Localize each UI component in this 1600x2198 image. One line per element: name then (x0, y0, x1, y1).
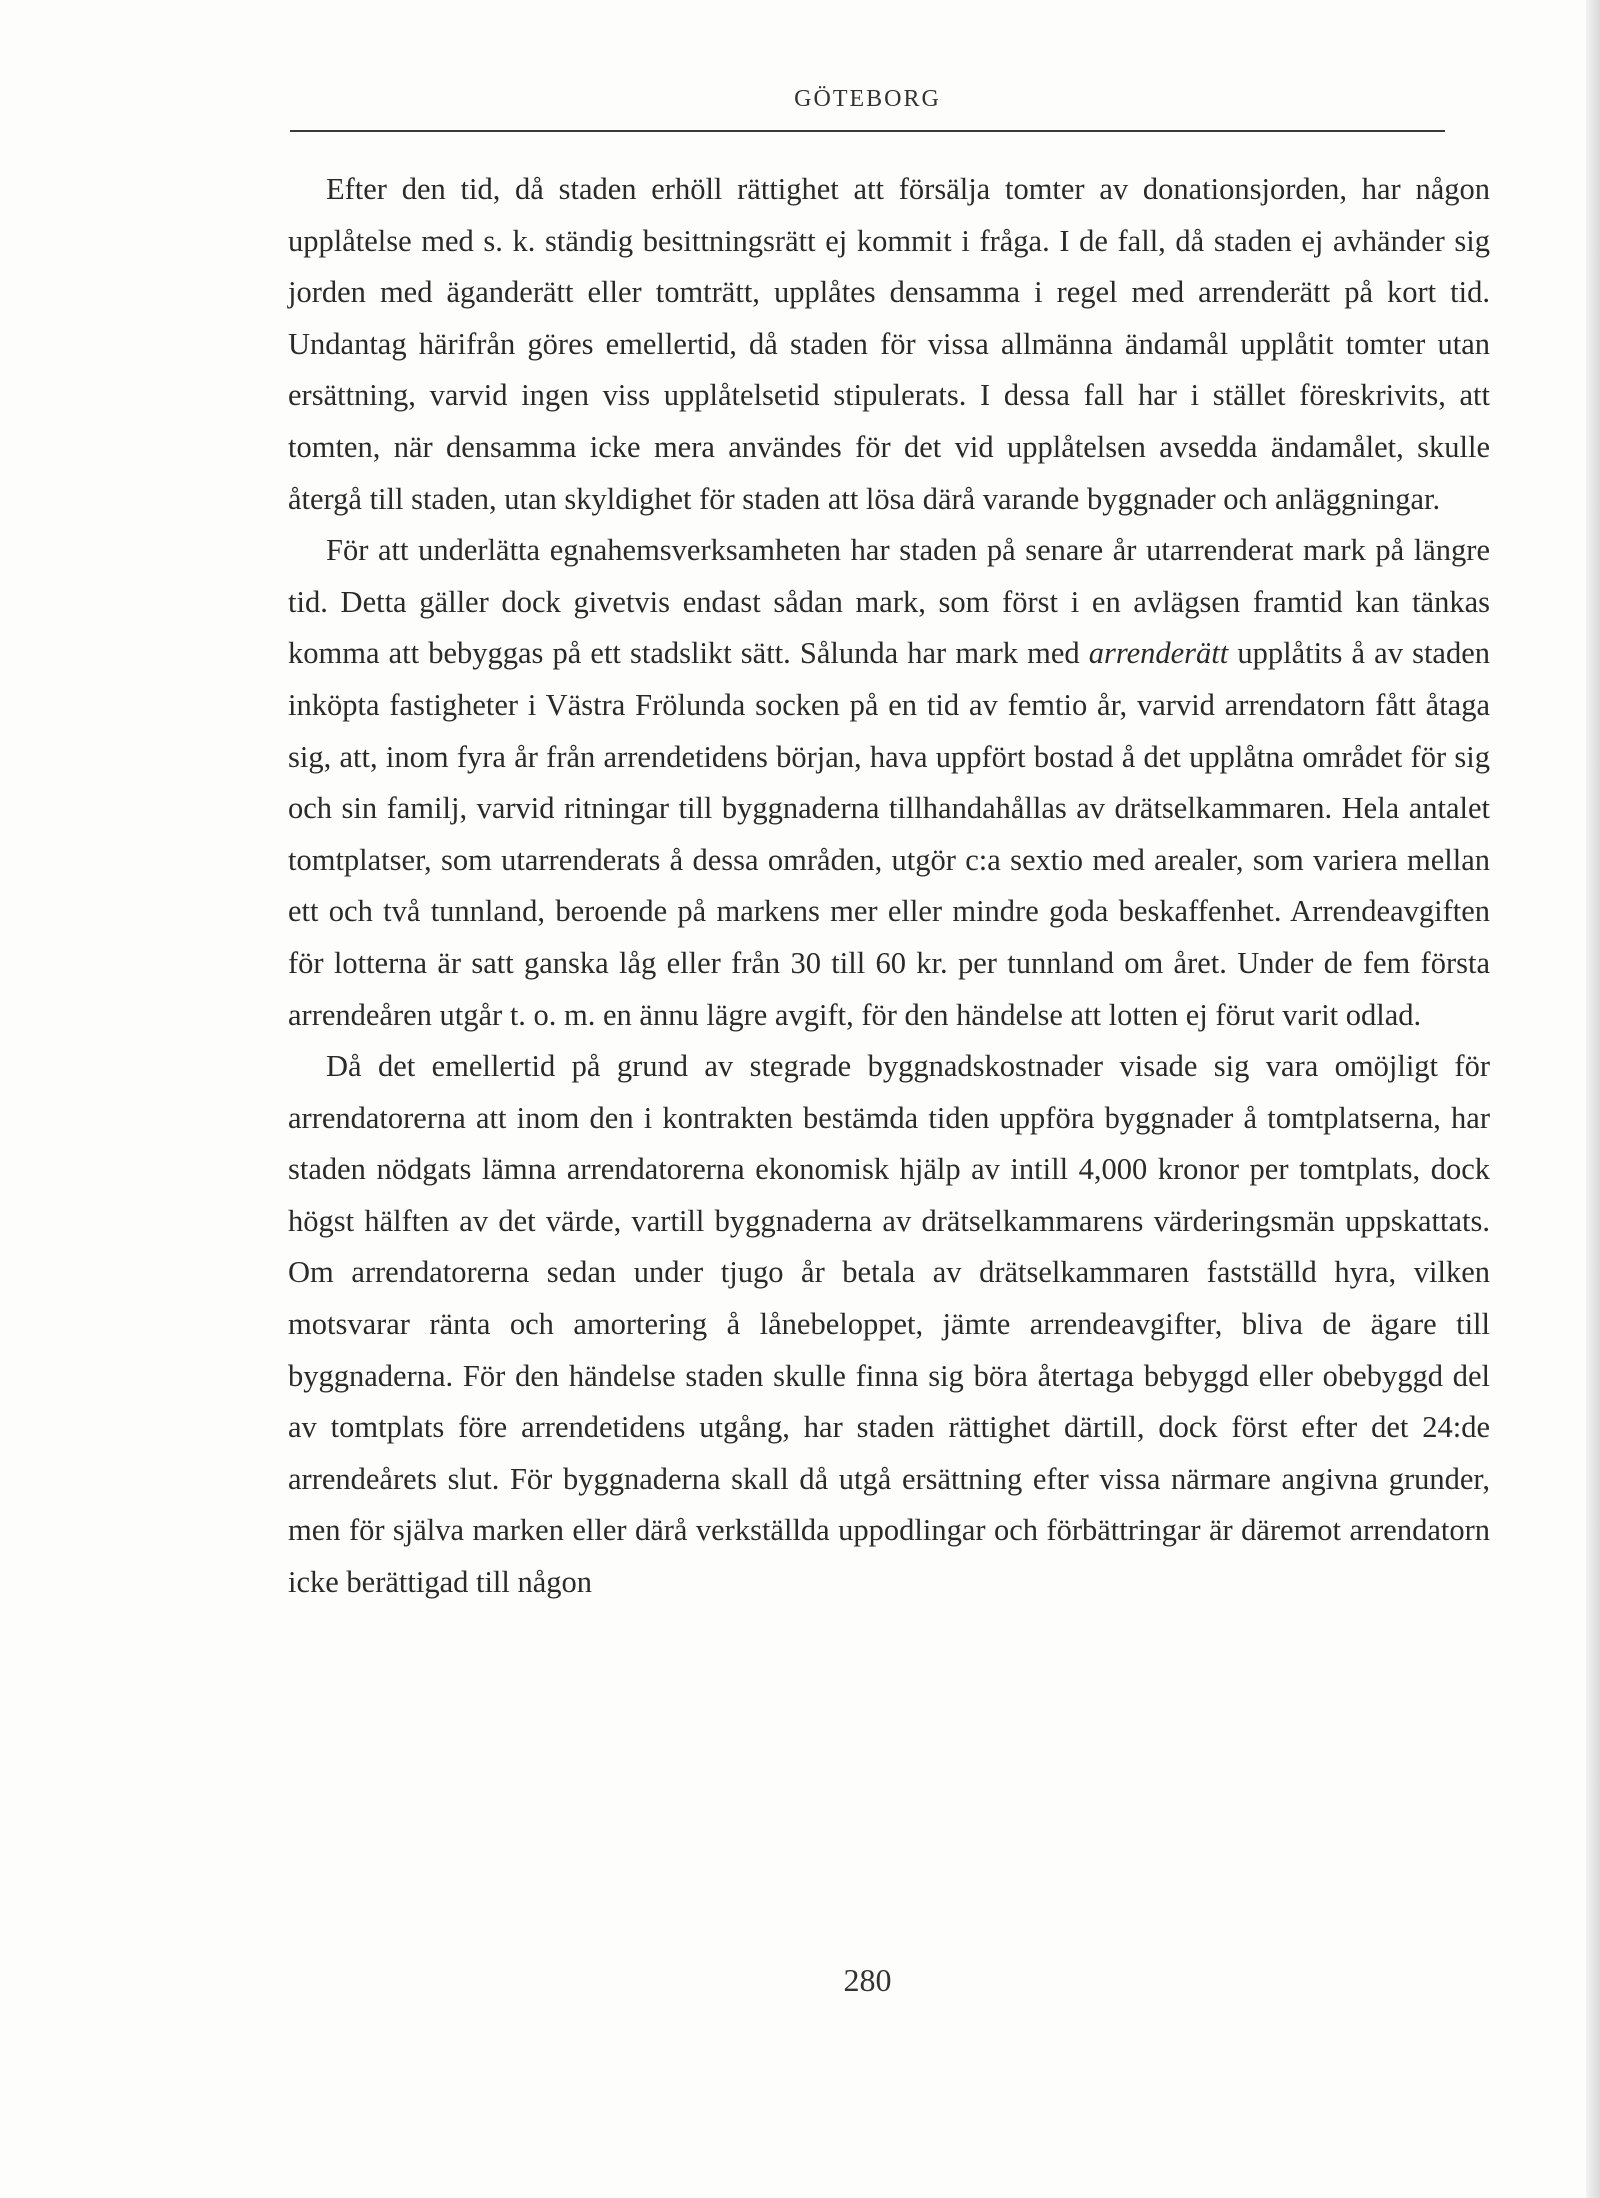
page-edge-shadow (1586, 0, 1600, 2198)
header-rule (290, 130, 1445, 132)
paragraph-1: Efter den tid, då staden erhöll rättighet att försälja tomter av donationsjorden, har någon upplåtelse med s. k. ständig besittningsrätt ej kommit i fråga. I de fall, då staden ej avhänder sig jorden med äganderätt eller tomträtt, upplåtes densamma i regel med arrenderätt på kort tid. Undantag härifrån göres emellertid, då staden för vissa allmänna ändamål upplåtit tomter utan ersättning, varvid ingen viss upplåtelsetid stipulerats. I dessa fall har i stället föreskrivits, att tomten, när densamma icke mera användes för det vid upplåtelsen avsedda ändamålet, skulle återgå till staden, utan skyldighet för staden att lösa därå varande byggnader och anläggningar. (288, 172, 1490, 516)
body-text (288, 164, 1490, 1609)
paragraph-3: Då det emellertid på grund av stegrade byggnadskostnader visade sig vara omöjligt för arrendatorerna att inom den i kontrakten bestämda tiden uppföra byggnader å tomtplatserna, har staden nödgats lämna arrendatorerna ekonomisk hjälp av intill 4,000 kronor per tomtplats, dock högst hälften av det värde, vartill byggnaderna av drätselkammarens värderingsmän uppskattats. Om arrendatorerna sedan under tjugo år betala av drätselkammaren fastställd hyra, vilken motsvarar ränta och amortering å lånebeloppet, jämte arrendeavgifter, bliva de ägare till byggnaderna. För den händelse staden skulle finna sig böra återtaga bebyggd eller obebyggd del av tomtplats före arrendetidens utgång, har staden rättighet därtill, dock först efter det 24:de arrendeårets slut. För byggnaderna skall då utgå ersättning efter vissa närmare angivna grunder, men för själva marken eller därå verkställda uppodlingar och förbättringar är däremot arrendatorn icke berättigad till någon (288, 1049, 1490, 1600)
page-number: 280 (843, 1962, 892, 1998)
running-head: GÖTEBORG (794, 86, 941, 112)
emphasized-term: arrenderätt (1088, 636, 1229, 671)
paragraph-2: För att underlätta egnahemsverksamheten har staden på senare år utarrenderat mark på längre tid. Detta gäller dock givetvis endast sådan mark, som först i en avlägsen framtid kan tänkas komma att bebyggas på ett stadslikt sätt. Sålunda har mark med arrenderätt upplåtits å av staden inköpta fastigheter i Västra Frölunda socken på en tid av femtio år, varvid arrendatorn fått åtaga sig, att, inom fyra år från arrendetidens början, hava uppfört bostad å det upplåtna området för sig och sin familj, varvid ritningar till byggnaderna tillhandahållas av drätselkammaren. Hela antalet tomtplatser, som utarrenderats å dessa områden, utgör c:a sextio med arealer, som variera mellan ett och två tunnland, beroende på markens mer eller mindre goda beskaffenhet. Arrendeavgiften för lotterna är satt ganska låg eller från 30 till 60 kr. per tunnland om året. Under de fem första arrendeåren utgår t. o. m. en ännu lägre avgift, för den händelse att lotten ej förut varit odlad. (288, 533, 1490, 1032)
